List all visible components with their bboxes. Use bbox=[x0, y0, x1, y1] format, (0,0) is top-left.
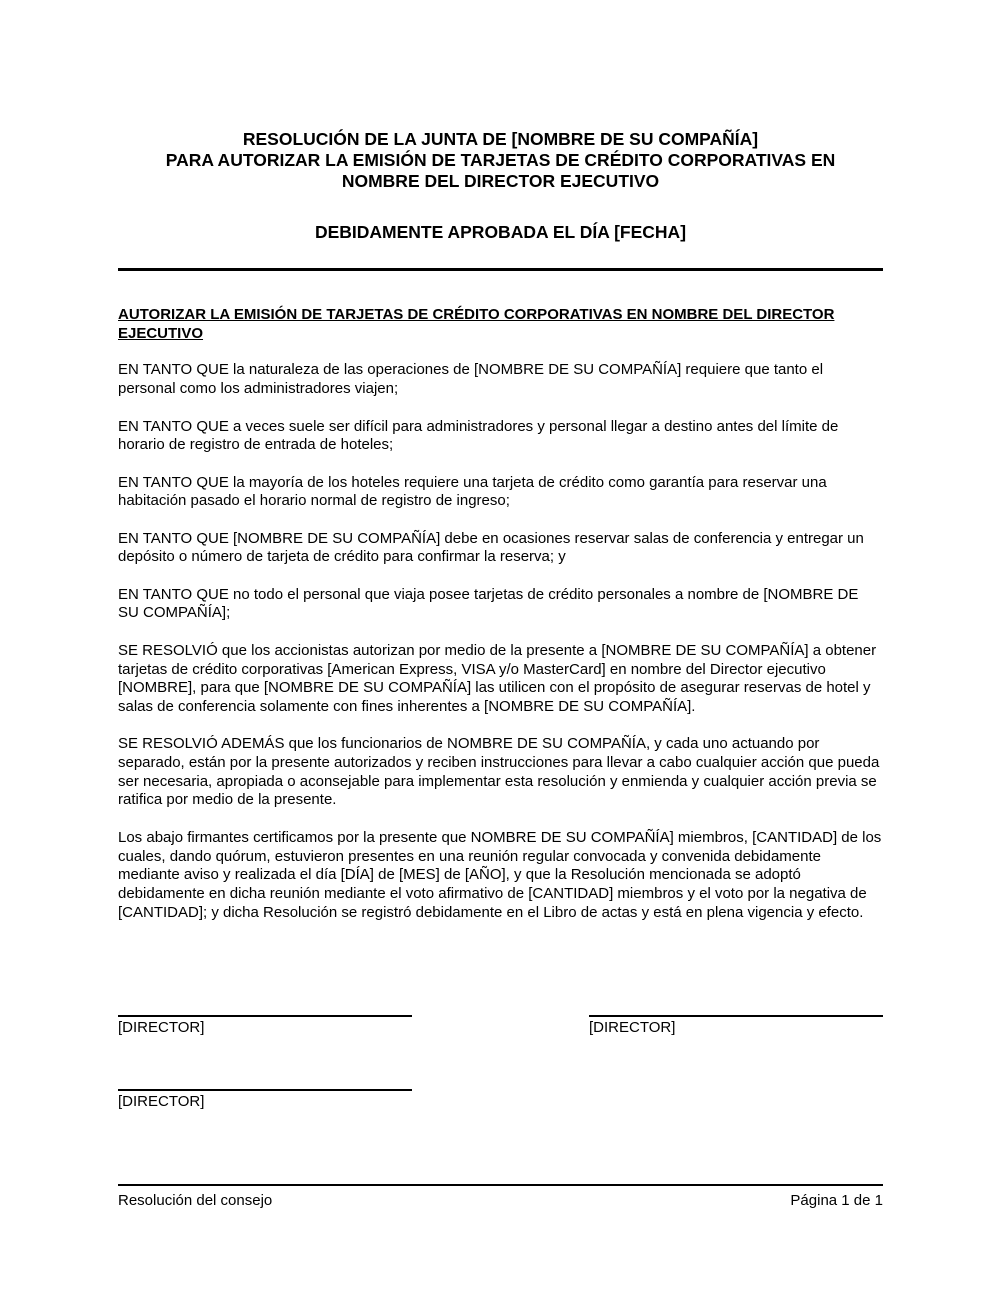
signature-line bbox=[589, 1015, 883, 1017]
signature-line bbox=[118, 1015, 412, 1017]
footer-document-name: Resolución del consejo bbox=[118, 1192, 273, 1209]
signature-block-1 bbox=[118, 1015, 412, 1037]
title-line: PARA AUTORIZAR LA EMISIÓN DE TARJETAS DE CRÉDITO CORPORATIVAS EN bbox=[165, 150, 836, 170]
signature-block-3 bbox=[118, 1089, 412, 1111]
signature-label: [DIRECTOR] bbox=[589, 1018, 676, 1036]
footer-page-number: Página 1 de 1 bbox=[790, 1192, 883, 1209]
footer-divider bbox=[118, 1184, 883, 1186]
document-page bbox=[118, 0, 883, 1290]
signature-label: [DIRECTOR] bbox=[118, 1092, 205, 1110]
signature-label: [DIRECTOR] bbox=[118, 1018, 205, 1036]
document-subtitle: DEBIDAMENTE APROBADA EL DÍA [FECHA] bbox=[314, 222, 687, 242]
paragraph-resolved: SE RESOLVIÓ que los accionistas autorizan por medio de la presente a [NOMBRE DE SU COMPAÑÍA] a obtener tarjetas de crédito corporativas [American Express, VISA y/o MasterCard] en nombre del Director ejecutivo [NOMBRE], para que [NOMBRE DE SU COMPAÑÍA] las utilicen con el propósito de asegurar reservas de hotel y salas de conferencia solamente con fines inherentes a [NOMBRE DE SU COMPAÑÍA]. bbox=[118, 641, 877, 715]
document-body bbox=[118, 306, 883, 941]
document-title bbox=[118, 129, 883, 192]
paragraph-certification: Los abajo firmantes certificamos por la presente que NOMBRE DE SU COMPAÑÍA] miembros, [CANTIDAD] de los cuales, dando quórum, estuvieron presentes en una reunión regular convocada y convenida debidamente mediante aviso y realizada el día [DÍA] de [MES] de [AÑO], y que la Resolución mencionada se adoptó debidamente en dicha reunión mediante el voto afirmativo de [CANTIDAD] miembros y el voto por la negativa de [CANTIDAD]; y dicha Resolución se registró debidamente en el Libro de actas y está en plena vigencia y efecto. bbox=[118, 828, 882, 921]
title-line: NOMBRE DEL DIRECTOR EJECUTIVO bbox=[341, 171, 660, 191]
paragraph-whereas-3: EN TANTO QUE la mayoría de los hoteles requiere una tarjeta de crédito como garantía para reservar una habitación pasado el horario normal de registro de ingreso; bbox=[118, 473, 827, 510]
paragraph-whereas-2: EN TANTO QUE a veces suele ser difícil para administradores y personal llegar a destino antes del límite de horario de registro de entrada de hoteles; bbox=[118, 417, 839, 454]
signature-line bbox=[118, 1089, 412, 1091]
paragraph-whereas-1: EN TANTO QUE la naturaleza de las operaciones de [NOMBRE DE SU COMPAÑÍA] requiere que tanto el personal como los administradores viajen; bbox=[118, 361, 824, 398]
paragraph-whereas-5: EN TANTO QUE no todo el personal que viaja posee tarjetas de crédito personales a nombre de [NOMBRE DE SU COMPAÑÍA]; bbox=[118, 585, 859, 622]
page-footer bbox=[118, 1192, 883, 1210]
title-line: RESOLUCIÓN DE LA JUNTA DE [NOMBRE DE SU COMPAÑÍA] bbox=[242, 129, 759, 149]
section-heading: AUTORIZAR LA EMISIÓN DE TARJETAS DE CRÉDITO CORPORATIVAS EN NOMBRE DEL DIRECTOR EJECUTIVO bbox=[118, 306, 835, 342]
paragraph-whereas-4: EN TANTO QUE [NOMBRE DE SU COMPAÑÍA] debe en ocasiones reservar salas de conferencia y entregar un depósito o número de tarjeta de crédito para confirmar la reserva; y bbox=[118, 529, 864, 566]
paragraph-resolved-further: SE RESOLVIÓ ADEMÁS que los funcionarios de NOMBRE DE SU COMPAÑÍA, y cada uno actuando por separado, están por la presente autorizados y reciben instrucciones para llevar a cabo cualquier acción que pueda ser necesaria, apropiada o aconsejable para implementar esta resolución y enmienda y cualquier acción previa se ratifica por medio de la presente. bbox=[118, 735, 880, 809]
header-divider bbox=[118, 268, 883, 271]
signature-block-2 bbox=[589, 1015, 883, 1037]
